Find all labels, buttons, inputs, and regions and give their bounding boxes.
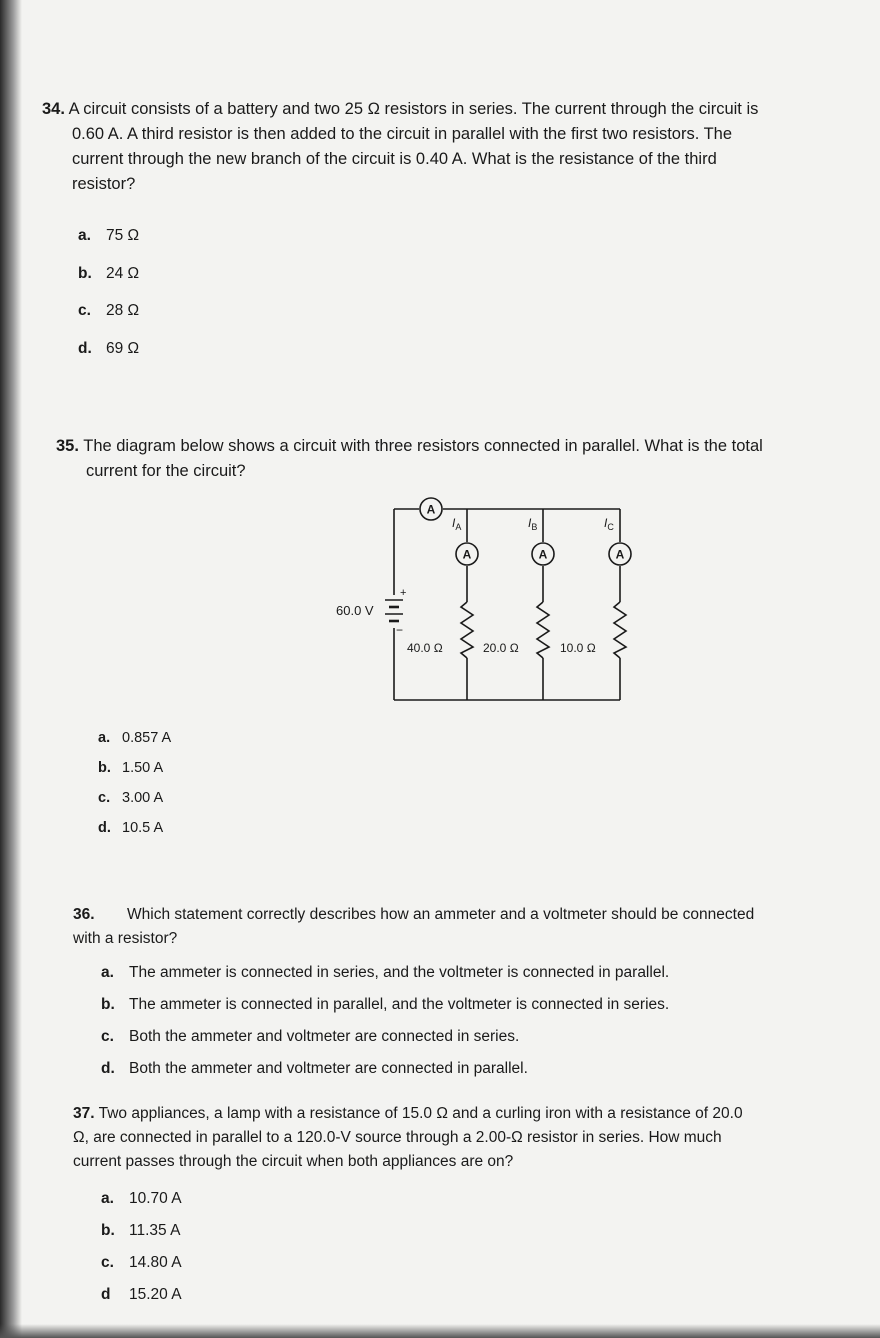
page-bottom-shadow [0, 1324, 880, 1338]
option-text: The ammeter is connected in series, and the voltmeter is connected in parallel. [129, 964, 670, 981]
battery-voltage-label: 60.0 V [336, 603, 374, 618]
option-34b[interactable] [78, 265, 139, 283]
question-line: current through the new branch of the circuit is 0.40 A. What is the resistance of the third [72, 150, 717, 168]
question-number: 35. [56, 437, 79, 455]
option-letter: c. [98, 790, 111, 806]
question-number: 36. [73, 906, 95, 923]
option-35c[interactable] [98, 790, 163, 806]
question-34 [42, 97, 758, 197]
option-35d[interactable] [98, 820, 163, 836]
battery-minus-sign: − [396, 623, 404, 637]
current-label-ia: $I_A$ [452, 516, 462, 532]
ammeter-total-label: A [426, 502, 436, 517]
option-letter: d. [78, 340, 92, 357]
option-letter: a. [78, 227, 91, 244]
option-letter: b. [101, 1222, 115, 1239]
option-letter: d. [101, 1060, 115, 1077]
question-line: The diagram below shows a circuit with three resistors connected in parallel. What is the total [83, 437, 763, 455]
question-line: Two appliances, a lamp with a resistance of 15.0 Ω and a curling iron with a resistance of 20.0 [98, 1105, 743, 1122]
option-text: 10.5 A [122, 820, 164, 836]
question-line: A circuit consists of a battery and two 25 Ω resistors in series. The current through the circuit is [68, 100, 759, 118]
option-letter: d. [98, 820, 111, 836]
option-36c[interactable] [101, 1028, 519, 1046]
question-line: 0.60 A. A third resistor is then added to the circuit in parallel with the first two resistors. The [72, 125, 733, 143]
current-label-ic: $I_C$ [604, 516, 614, 532]
option-letter: a. [101, 1190, 114, 1207]
question-line: Ω, are connected in parallel to a 120.0-V source through a 2.00-Ω resistor in series. How much [73, 1129, 722, 1146]
option-37b[interactable] [101, 1222, 180, 1240]
question-number: 34. [42, 100, 65, 118]
resistor-label-20: 20.0 Ω [483, 641, 519, 655]
resistor-label-10: 10.0 Ω [560, 641, 596, 655]
question-line: Which statement correctly describes how an ammeter and a voltmeter should be connected [127, 906, 755, 923]
parallel-circuit-diagram [330, 490, 650, 710]
resistor-label-40: 40.0 Ω [407, 641, 443, 655]
current-label-ib: $I_B$ [528, 516, 538, 532]
option-letter: b. [98, 760, 111, 776]
option-text: 69 Ω [106, 340, 140, 357]
ammeter-c-label: A [615, 547, 625, 562]
question-36 [73, 903, 754, 951]
option-36a[interactable] [101, 964, 669, 982]
option-text: 28 Ω [106, 302, 140, 319]
option-text: 1.50 A [122, 760, 164, 776]
option-34c[interactable] [78, 302, 139, 320]
battery-plus-sign: + [400, 587, 407, 599]
option-37d[interactable] [101, 1286, 182, 1304]
option-text: 75 Ω [106, 227, 140, 244]
option-text: 3.00 A [122, 790, 164, 806]
option-letter: c. [78, 302, 91, 319]
page-edge-shadow [0, 0, 22, 1338]
option-letter: c. [101, 1254, 114, 1271]
option-text: 14.80 A [129, 1254, 182, 1271]
option-text: 24 Ω [106, 265, 140, 282]
question-line: current passes through the circuit when both appliances are on? [73, 1153, 514, 1170]
option-text: 15.20 A [129, 1286, 182, 1303]
question-number: 37. [73, 1105, 95, 1122]
option-letter: d [101, 1286, 111, 1303]
question-line: current for the circuit? [86, 462, 246, 480]
ammeter-a-label: A [462, 547, 472, 562]
option-text: Both the ammeter and voltmeter are connected in parallel. [129, 1060, 528, 1077]
option-37c[interactable] [101, 1254, 182, 1272]
option-letter: a. [101, 964, 114, 981]
option-letter: b. [101, 996, 115, 1013]
option-text: The ammeter is connected in parallel, and the voltmeter is connected in series. [129, 996, 670, 1013]
question-line: with a resistor? [73, 930, 178, 947]
option-37a[interactable] [101, 1190, 182, 1208]
option-text: 10.70 A [129, 1190, 182, 1207]
option-34a[interactable] [78, 227, 139, 245]
option-letter: c. [101, 1028, 114, 1045]
option-text: Both the ammeter and voltmeter are connected in series. [129, 1028, 520, 1045]
option-35a[interactable] [98, 730, 171, 746]
option-text: 11.35 A [129, 1222, 181, 1239]
ammeter-b-label: A [538, 547, 548, 562]
option-36b[interactable] [101, 996, 669, 1014]
question-line: resistor? [72, 175, 136, 193]
option-34d[interactable] [78, 340, 139, 358]
question-35 [56, 434, 763, 484]
option-text: 0.857 A [122, 730, 172, 746]
option-letter: a. [98, 730, 111, 746]
option-36d[interactable] [101, 1060, 528, 1078]
question-37 [73, 1102, 743, 1174]
option-letter: b. [78, 265, 92, 282]
option-35b[interactable] [98, 760, 163, 776]
